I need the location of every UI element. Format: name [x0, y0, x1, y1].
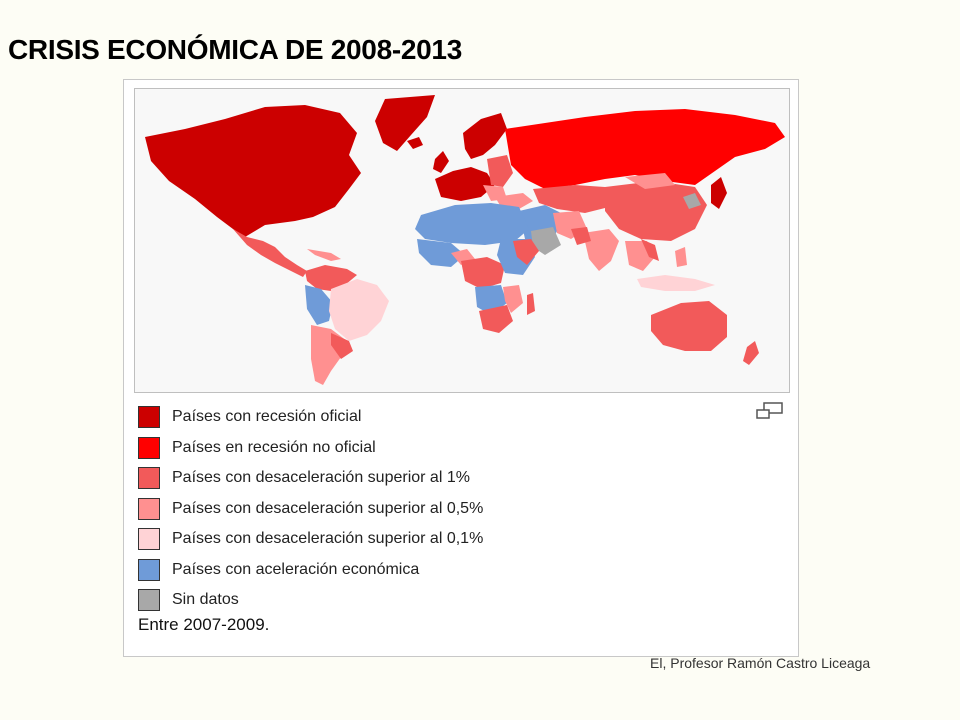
legend-label: Países con aceleración económica [172, 560, 420, 578]
region-indonesia [637, 275, 715, 291]
region-greenland [375, 95, 435, 151]
legend-item-official-recession [138, 402, 788, 433]
region-uk [433, 151, 449, 173]
region-mexico [233, 229, 307, 277]
author-credit: El, Profesor Ramón Castro Liceaga [650, 655, 871, 671]
world-map [134, 88, 790, 393]
legend-item-no-data [138, 585, 788, 616]
region-brazil [329, 279, 389, 341]
region-japan [711, 177, 727, 209]
legend-label: Países con desaceleración superior al 0,1% [172, 530, 484, 548]
region-china [605, 181, 707, 241]
legend-swatch [138, 406, 160, 428]
map-legend [138, 402, 788, 616]
legend-swatch [138, 559, 160, 581]
legend-note: Entre 2007-2009. [138, 615, 270, 634]
region-new-zealand [743, 341, 759, 365]
region-western-europe [435, 167, 495, 201]
legend-item-acceleration [138, 555, 788, 586]
legend-item-slowdown-1 [138, 463, 788, 494]
page-title: CRISIS ECONÓMICA DE 2008-2013 [8, 34, 462, 65]
region-iceland [407, 137, 423, 149]
legend-swatch [138, 437, 160, 459]
legend-swatch [138, 498, 160, 520]
region-scandinavia [463, 113, 507, 159]
legend-swatch [138, 589, 160, 611]
legend-swatch [138, 467, 160, 489]
region-philippines [675, 247, 687, 267]
legend-item-unofficial-recession [138, 433, 788, 464]
map-figure [123, 79, 799, 657]
region-australia [651, 301, 727, 351]
legend-label: Países con recesión oficial [172, 408, 362, 426]
world-map-svg [135, 89, 789, 392]
region-north-africa [415, 203, 529, 245]
legend-label: Países en recesión no oficial [172, 438, 376, 456]
legend-item-slowdown-0-1 [138, 524, 788, 555]
legend-swatch [138, 528, 160, 550]
region-peru-bolivia [305, 285, 333, 325]
region-caribbean [307, 249, 341, 261]
region-north-america [145, 105, 361, 237]
legend-label: Sin datos [172, 591, 239, 609]
legend-label: Países con desaceleración superior al 1% [172, 469, 470, 487]
region-madagascar [527, 293, 535, 315]
legend-label: Países con desaceleración superior al 0,5% [172, 499, 484, 517]
region-eastern-europe [487, 155, 513, 187]
legend-item-slowdown-0-5 [138, 494, 788, 525]
region-central-africa [461, 257, 505, 289]
